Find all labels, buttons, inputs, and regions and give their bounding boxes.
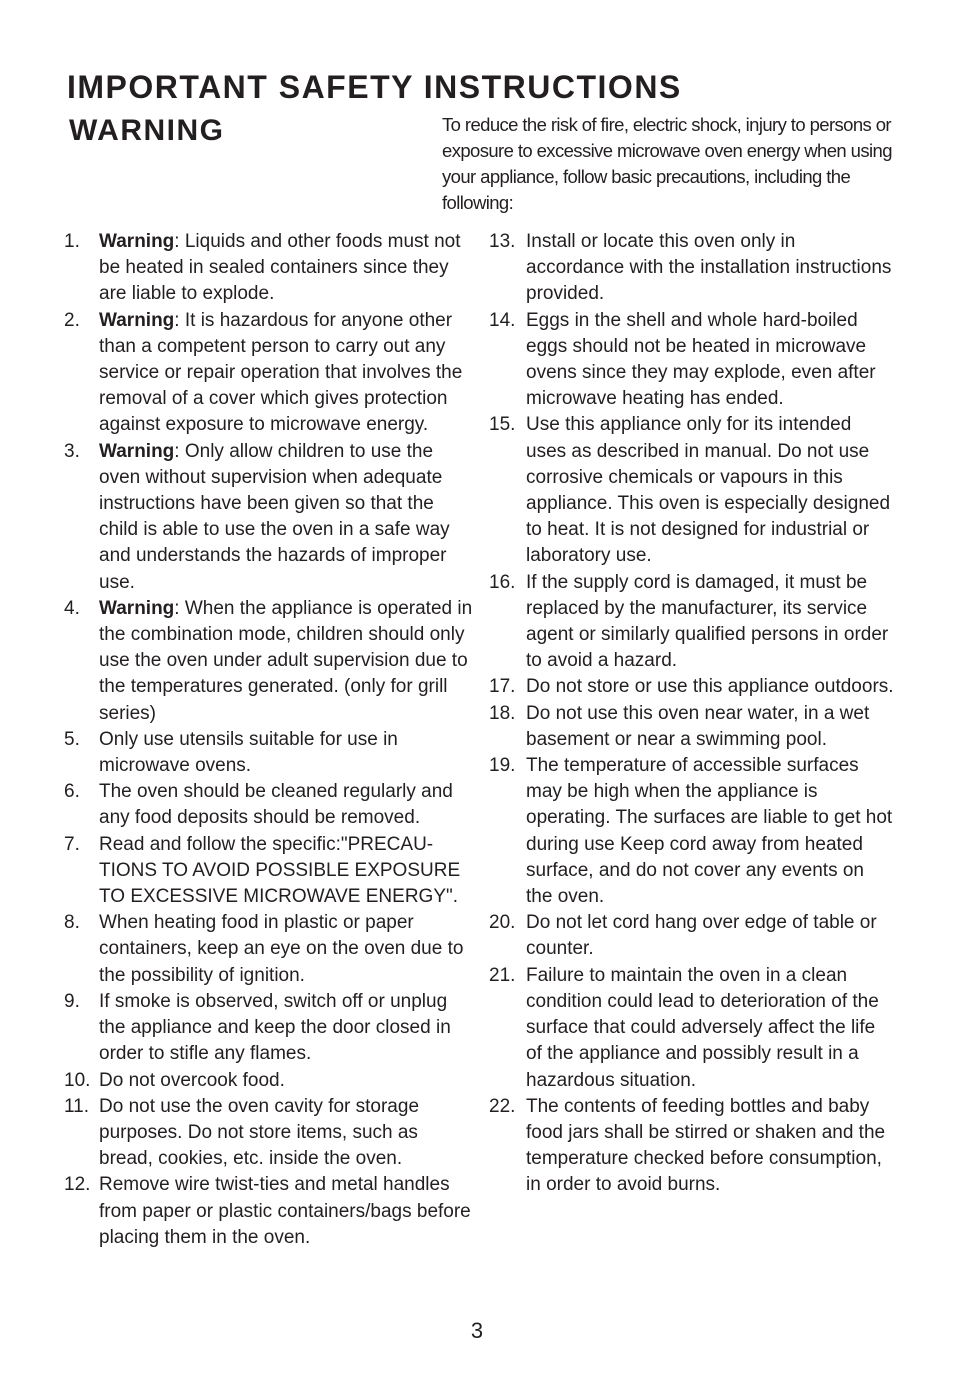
item-number: 9.	[64, 990, 80, 1012]
instruction-item-20	[489, 910, 894, 962]
instruction-item-18	[489, 701, 894, 753]
instruction-item-2	[64, 308, 476, 439]
instruction-item-22	[489, 1094, 894, 1199]
instruction-item-16	[489, 570, 894, 675]
item-text: Remove wire twist-ties and metal handles from paper or plastic containers/bags before placing them in the oven.	[99, 1174, 471, 1248]
item-number: 19.	[489, 755, 516, 777]
page-title: IMPORTANT SAFETY INSTRUCTIONS	[67, 69, 682, 105]
instruction-item-11	[64, 1094, 476, 1173]
item-text: Read and follow the specific:"PRECAU-TIONS TO AVOID POSSIBLE EXPOSURE TO EXCESSIVE MICROWAVE ENERGY".	[99, 833, 461, 908]
item-text: If the supply cord is damaged, it must be replaced by the manufacturer, its service agent or similarly qualified persons in order to avoid a hazard.	[526, 571, 889, 672]
item-number: 21.	[489, 964, 516, 986]
instruction-item-12	[64, 1172, 476, 1251]
item-text: Do not overcook food.	[99, 1069, 285, 1091]
instruction-item-5	[64, 727, 476, 779]
item-number: 13.	[489, 231, 516, 252]
instruction-item-21	[489, 963, 894, 1094]
item-text: : When the appliance is operated in the combination mode, children should only use the oven under adult supervision due to the temperatures generated. (only for grill series)	[99, 597, 473, 724]
item-text: The oven should be cleaned regularly and any food deposits should be removed.	[99, 781, 453, 829]
item-number: 20.	[489, 912, 516, 934]
instruction-item-1	[64, 229, 476, 308]
item-number: 12.	[64, 1174, 91, 1196]
item-number: 3.	[64, 440, 80, 462]
page-number: 3	[470, 1318, 484, 1343]
item-number: 16.	[489, 571, 516, 593]
item-lead: Warning	[99, 231, 175, 252]
item-number: 10.	[64, 1069, 91, 1091]
item-number: 11.	[64, 1095, 90, 1117]
item-number: 5.	[64, 728, 80, 750]
instruction-item-15	[489, 412, 894, 569]
item-number: 22.	[489, 1095, 516, 1117]
item-number: 4.	[64, 597, 80, 619]
item-text: Use this appliance only for its intended uses as described in manual. Do not use corrosive chemicals or vapours in this appliance. This oven is especially designed to heat. It is not designed for industrial or laboratory use.	[526, 414, 891, 567]
item-lead: Warning	[99, 440, 175, 462]
item-number: 6.	[64, 781, 80, 803]
instruction-item-17	[489, 674, 894, 700]
item-text: Eggs in the shell and whole hard-boiled eggs should not be heated in microwave ovens since they may explode, even after microwave heating has ended.	[526, 309, 876, 410]
item-text: If smoke is observed, switch off or unplug the appliance and keep the door closed in order to stifle any flames.	[99, 990, 451, 1065]
instruction-item-3	[64, 439, 476, 596]
item-text: : Only allow children to use the oven without supervision when adequate instructions have been given so that the child is able to use the oven in a safe way and understands the hazards of improper use.	[99, 440, 450, 593]
intro-paragraph: To reduce the risk of fire, electric shock, injury to persons or exposure to excessive microwave oven energy when using your appliance, follow basic precautions, including the following:	[442, 114, 892, 213]
item-text: When heating food in plastic or paper containers, keep an eye on the oven due to the possibility of ignition.	[99, 912, 464, 986]
instructions-right-column	[489, 229, 894, 1199]
item-number: 17.	[489, 676, 516, 698]
instruction-item-4	[64, 596, 476, 727]
item-text: : Liquids and other foods must not be heated in sealed containers since they are liable to explode.	[99, 231, 461, 305]
item-text: Do not let cord hang over edge of table or counter.	[526, 912, 877, 960]
item-text: The temperature of accessible surfaces may be high when the appliance is operating. The surfaces are liable to get hot during use Keep cord away from heated surface, and do not cover any events on the oven.	[526, 755, 893, 908]
item-number: 8.	[64, 912, 80, 934]
item-number: 1.	[64, 231, 80, 252]
item-text: The contents of feeding bottles and baby food jars shall be stirred or shaken and the temperature checked before consumption, in order to avoid burns.	[526, 1095, 886, 1196]
instruction-item-19	[489, 753, 894, 910]
item-number: 7.	[64, 833, 80, 855]
item-number: 14.	[489, 309, 516, 331]
item-number: 2.	[64, 309, 80, 331]
item-text: Do not use the oven cavity for storage purposes. Do not store items, such as bread, cookies, etc. inside the oven.	[99, 1095, 420, 1170]
item-number: 18.	[489, 702, 516, 724]
instruction-item-9	[64, 989, 476, 1068]
instruction-item-7	[64, 832, 476, 911]
instruction-item-6	[64, 779, 476, 831]
instruction-item-13	[489, 229, 894, 308]
instruction-item-14	[489, 308, 894, 413]
warning-heading: WARNING	[69, 114, 225, 147]
item-text: Only use utensils suitable for use in microwave ovens.	[99, 728, 398, 777]
item-lead: Warning	[99, 309, 175, 331]
item-text: Failure to maintain the oven in a clean condition could lead to deterioration of the surface that could adversely affect the life of the appliance and possibly result in a hazardous situation.	[526, 964, 879, 1091]
item-number: 15.	[489, 414, 516, 436]
instruction-item-8	[64, 910, 476, 989]
item-text: Do not use this oven near water, in a wet basement or near a swimming pool.	[526, 702, 870, 750]
instruction-item-10	[64, 1068, 476, 1094]
item-text: Do not store or use this appliance outdoors.	[526, 676, 894, 698]
item-text: : It is hazardous for anyone other than a competent person to carry out any service or repair operation that involves the removal of a cover which gives protection against exposure to microwave energy.	[99, 309, 463, 436]
instructions-left-column	[64, 229, 476, 1251]
item-text: Install or locate this oven only in accordance with the installation instructions provided.	[526, 231, 892, 305]
item-lead: Warning	[99, 597, 175, 619]
